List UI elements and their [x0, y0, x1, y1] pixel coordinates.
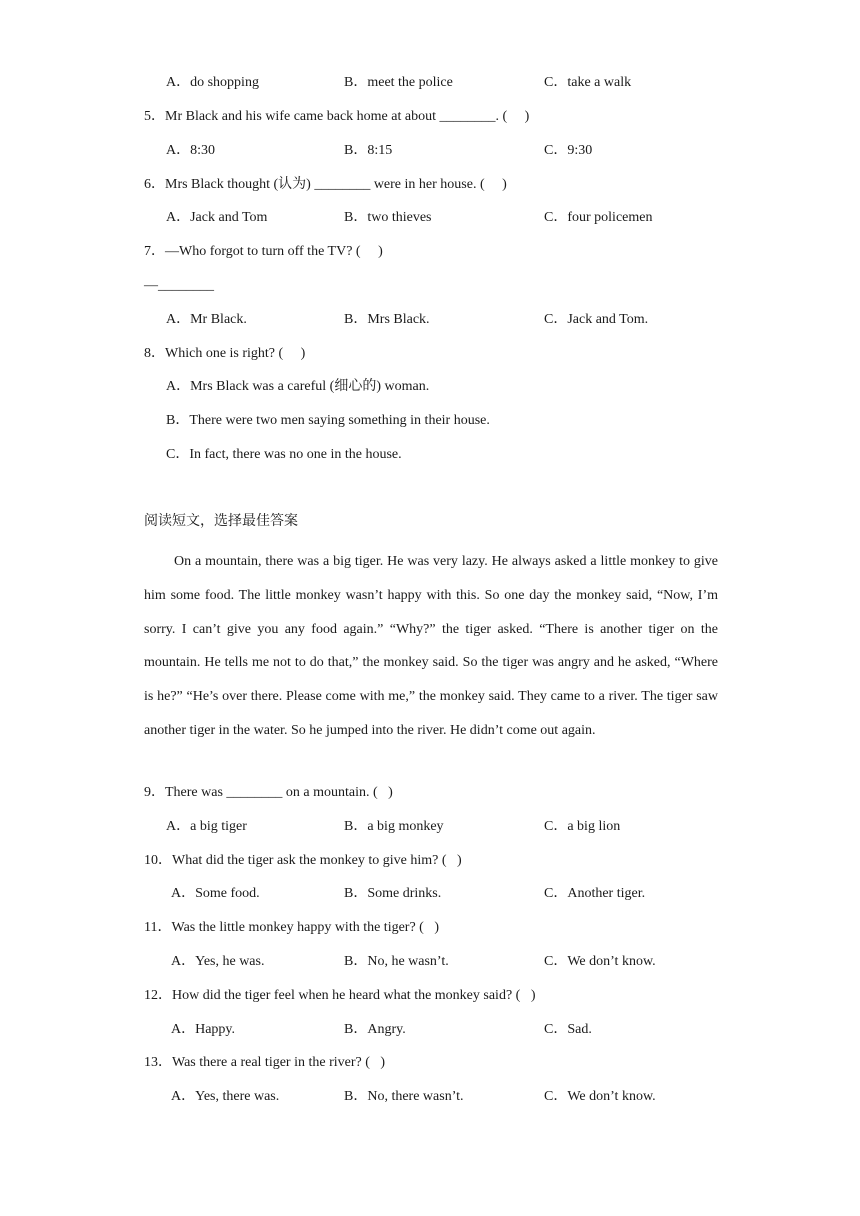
q5-option-b: B．8:15 [344, 143, 393, 158]
question-5: 5．Mr Black and his wife came back home at about ________. ( ) [144, 109, 530, 124]
q6-option-c: C．four policemen [544, 210, 653, 225]
q5-option-a: A．8:30 [166, 143, 215, 158]
q6-option-b: B．two thieves [344, 210, 432, 225]
q7-option-b: B．Mrs Black. [344, 312, 430, 327]
q9-option-c: C．a big lion [544, 819, 621, 834]
question-11: 11．Was the little monkey happy with the tiger? ( ) [144, 920, 440, 935]
q13-option-a: A．Yes, there was. [171, 1089, 280, 1104]
q10-option-b: B．Some drinks. [344, 886, 442, 901]
q8-option-b: B．There were two men saying something in their house. [166, 413, 490, 428]
q7-answer-line: —________ [144, 278, 214, 293]
q10-option-c: C．Another tiger. [544, 886, 646, 901]
q12-option-c: C．Sad. [544, 1022, 592, 1037]
q11-option-a: A．Yes, he was. [171, 954, 265, 969]
q4-option-c: C．take a walk [544, 75, 632, 90]
q8-option-a: A．Mrs Black was a careful (细心的) woman. [166, 379, 430, 394]
q13-option-c: C．We don’t know. [544, 1089, 656, 1104]
question-6: 6．Mrs Black thought (认为) ________ were in her house. ( ) [144, 177, 507, 192]
q7-option-c: C．Jack and Tom. [544, 312, 649, 327]
q4-option-a: A．do shopping [166, 75, 259, 90]
q8-option-c: C．In fact, there was no one in the house. [166, 447, 402, 462]
q9-option-a: A．a big tiger [166, 819, 247, 834]
q5-option-c: C．9:30 [544, 143, 593, 158]
reading-passage: On a mountain, there was a big tiger. He was very lazy. He always asked a little monkey to give him some food. The little monkey wasn’t happy with this. So one day the monkey said, “Now, I’m sorry. I can’t give you any food again.” “Why?” the tiger asked. “There is another tiger on the mountain. He tells me not to do that,” the monkey said. So the tiger was angry and he asked, “Where is he?” “He’s over there. Please come with me,” the monkey said. They came to a river. The tiger saw another tiger in the water. So he jumped into the river. He didn’t come out again. [144, 554, 718, 738]
q12-option-a: A．Happy. [171, 1022, 236, 1037]
question-7: 7．—Who forgot to turn off the TV? ( ) [144, 244, 383, 259]
question-10: 10．What did the tiger ask the monkey to give him? ( ) [144, 853, 462, 868]
q12-option-b: B．Angry. [344, 1022, 406, 1037]
question-8: 8．Which one is right? ( ) [144, 346, 306, 361]
q10-option-a: A．Some food. [171, 886, 260, 901]
q4-option-b: B．meet the police [344, 75, 453, 90]
q11-option-c: C．We don’t know. [544, 954, 656, 969]
q11-option-b: B．No, he wasn’t. [344, 954, 449, 969]
question-13: 13．Was there a real tiger in the river? ( ) [144, 1055, 386, 1070]
q9-option-b: B．a big monkey [344, 819, 444, 834]
question-12: 12．How did the tiger feel when he heard what the monkey said? ( ) [144, 988, 536, 1003]
section-heading: 阅读短文，选择最佳答案 [144, 514, 298, 529]
q7-option-a: A．Mr Black. [166, 312, 247, 327]
q6-option-a: A．Jack and Tom [166, 210, 268, 225]
question-9: 9．There was ________ on a mountain. ( ) [144, 785, 393, 800]
q13-option-b: B．No, there wasn’t. [344, 1089, 464, 1104]
